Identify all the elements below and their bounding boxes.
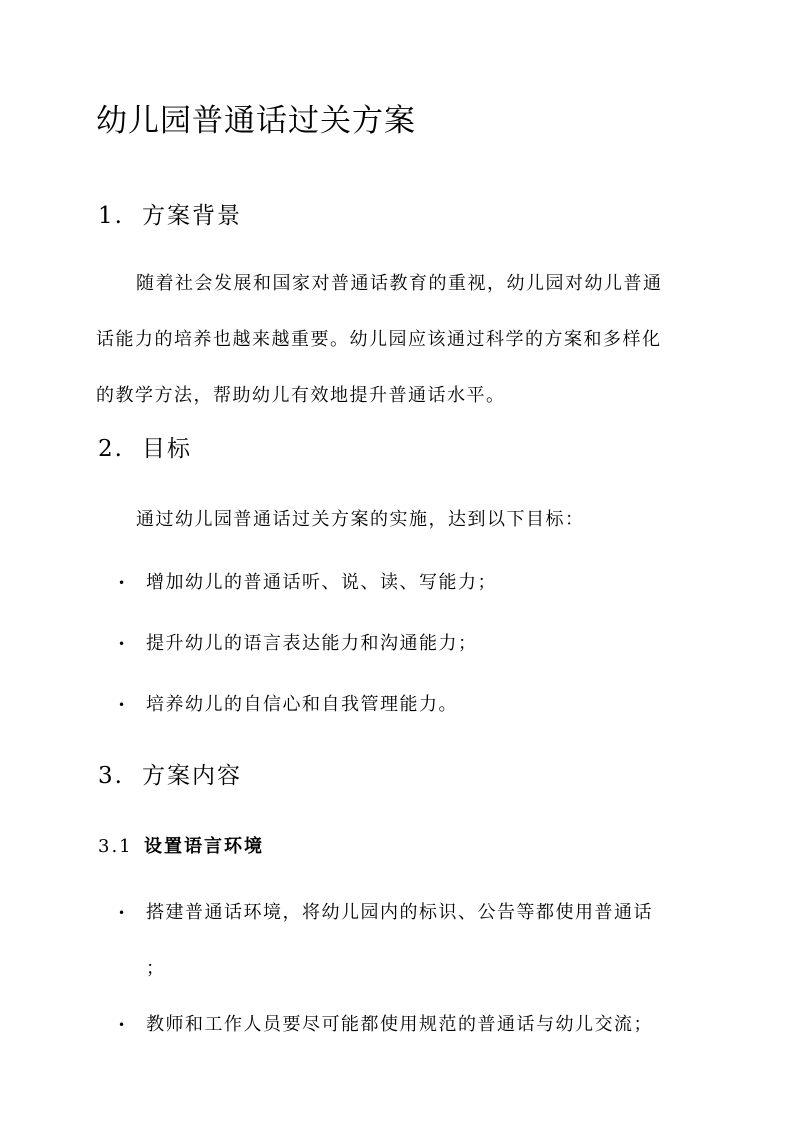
bullet-icon: • bbox=[118, 698, 127, 712]
section-title: 方案内容 bbox=[142, 763, 242, 789]
paragraph-line: 话能力的培养也越来越重要。幼儿园应该通过科学的方案和多样化 bbox=[96, 329, 662, 350]
section-heading-goals bbox=[98, 430, 192, 463]
list-item bbox=[118, 898, 653, 980]
list-item bbox=[118, 1010, 653, 1036]
section-heading-background bbox=[98, 197, 242, 230]
subsection-heading bbox=[98, 832, 264, 858]
paragraph-line: 随着社会发展和国家对普通话教育的重视，幼儿园对幼儿普通 bbox=[136, 273, 663, 294]
list-item-text: 提升幼儿的语言表达能力和沟通能力； bbox=[146, 633, 478, 654]
subsection-title: 设置语言环境 bbox=[144, 836, 264, 857]
paragraph-line: 通过幼儿园普通话过关方案的实施，达到以下目标： bbox=[136, 509, 585, 530]
list-item-continuation: ； bbox=[146, 958, 166, 979]
goals-intro bbox=[96, 492, 706, 548]
list-item-text: 培养幼儿的自信心和自我管理能力。 bbox=[146, 694, 458, 715]
section-title: 目标 bbox=[142, 436, 192, 462]
section-number: 2. bbox=[98, 436, 124, 462]
section-number: 1. bbox=[98, 203, 124, 229]
list-item bbox=[118, 690, 458, 716]
section-number: 3. bbox=[98, 763, 124, 789]
section-title: 方案背景 bbox=[142, 203, 242, 229]
subsection-number: 3.1 bbox=[98, 836, 133, 857]
list-item-text: 搭建普通话环境，将幼儿园内的标识、公告等都使用普通话 bbox=[146, 902, 653, 923]
list-item bbox=[118, 568, 497, 594]
bullet-icon: • bbox=[118, 906, 127, 920]
background-paragraph bbox=[96, 256, 706, 424]
list-item-text: 教师和工作人员要尽可能都使用规范的普通话与幼儿交流； bbox=[146, 1014, 653, 1035]
section-heading-content bbox=[98, 757, 242, 790]
bullet-icon: • bbox=[118, 1018, 127, 1032]
bullet-icon: • bbox=[118, 637, 127, 651]
list-item bbox=[118, 629, 478, 655]
bullet-icon: • bbox=[118, 576, 127, 590]
list-item-text: 增加幼儿的普通话听、说、读、写能力； bbox=[146, 572, 497, 593]
paragraph-line: 的教学方法，帮助幼儿有效地提升普通话水平。 bbox=[96, 385, 506, 406]
document-title: 幼儿园普通话过关方案 bbox=[96, 103, 416, 139]
